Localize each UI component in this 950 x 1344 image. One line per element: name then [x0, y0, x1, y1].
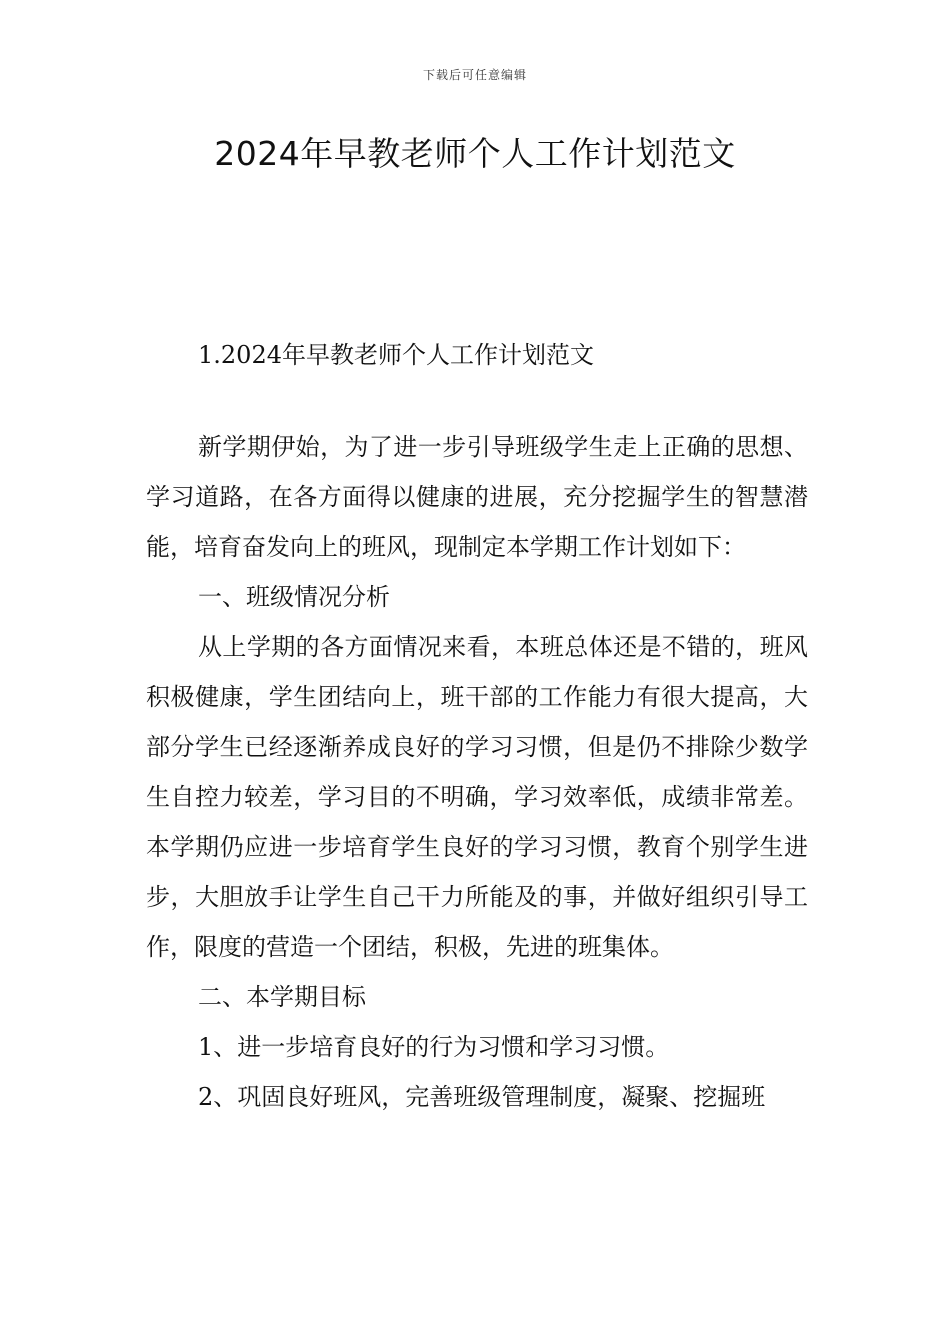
header-note: 下载后可任意编辑	[422, 68, 527, 82]
document-title: 2024年早教老师个人工作计划范文	[214, 134, 736, 173]
paragraph-intro: 新学期伊始，为了进一步引导班级学生走上正确的思想、学习道路，在各方面得以健康的进展，充分挖掘学生的智慧潜能，培育奋发向上的班风，现制定本学期工作计划如下：	[146, 433, 808, 561]
heading-semester-goals: 二、本学期目标	[198, 983, 366, 1011]
section-subtitle: 1.2024年早教老师个人工作计划范文	[198, 341, 594, 369]
heading-class-analysis: 一、班级情况分析	[198, 583, 390, 611]
paragraph-class-analysis: 从上学期的各方面情况来看，本班总体还是不错的，班风积极健康，学生团结向上，班干部的工作能力有很大提高，大部分学生已经逐渐养成良好的学习习惯，但是仍不排除少数学生自控力较差，学习目的不明确，学习效率低，成绩非常差。本学期仍应进一步培育学生良好的学习习惯，教育个别学生进步，大胆放手让学生自己干力所能及的事，并做好组织引导工作，限度的营造一个团结，积极，先进的班集体。	[146, 633, 808, 961]
document-body	[146, 330, 808, 1122]
goal-item-1: 1、进一步培育良好的行为习惯和学习习惯。	[198, 1033, 670, 1061]
goal-item-2: 2、巩固良好班风，完善班级管理制度，凝聚、挖掘班	[198, 1083, 766, 1111]
